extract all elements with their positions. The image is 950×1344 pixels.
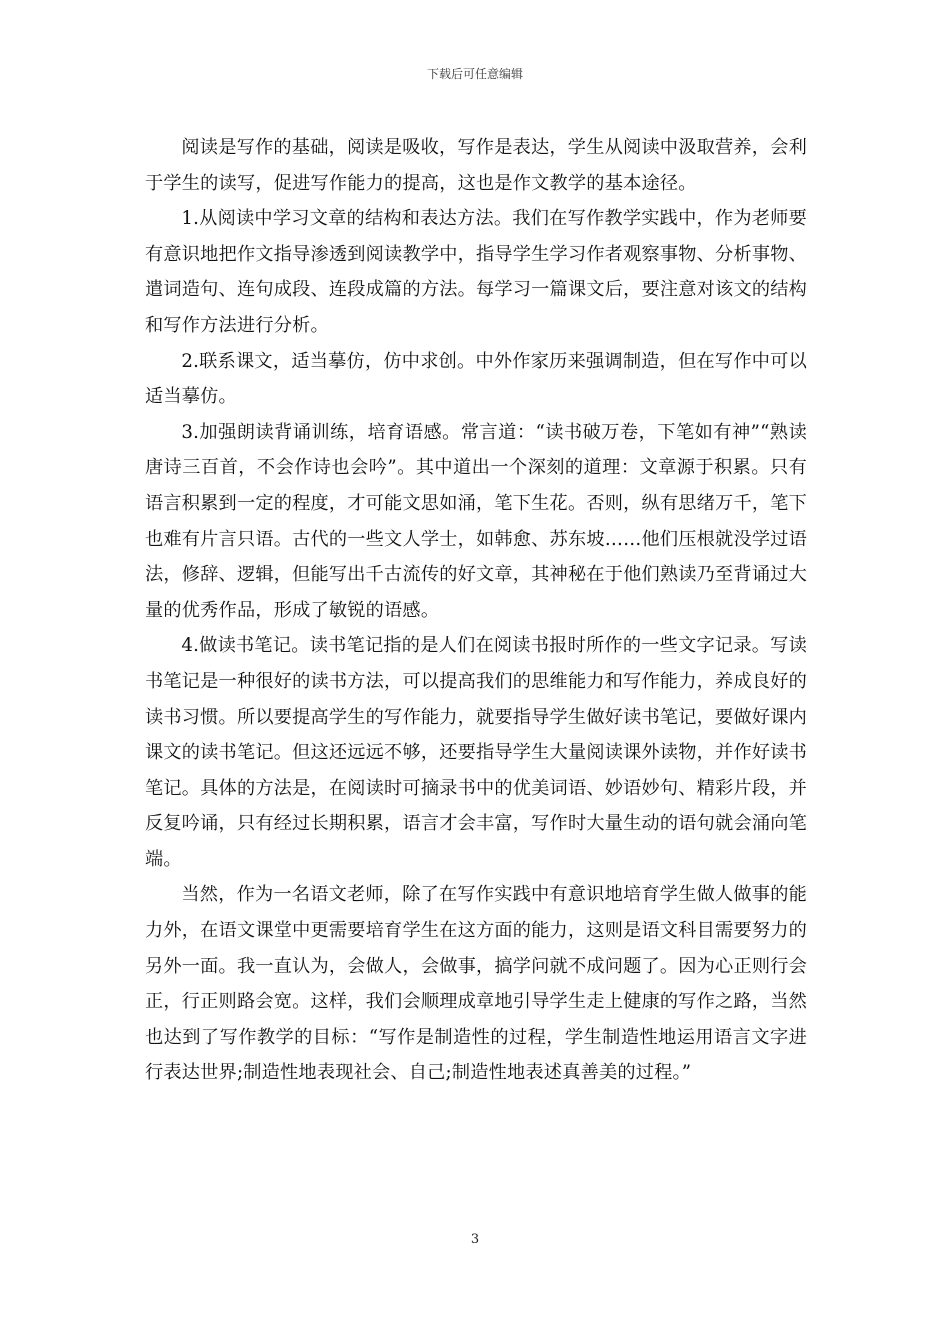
paragraph-point-2: 2.联系课文，适当摹仿，仿中求创。中外作家历来强调制造，但在写作中可以适当摹仿。	[145, 350, 807, 408]
page-header: 下载后可任意编辑	[426, 67, 523, 81]
page-number: 3	[470, 1232, 480, 1247]
paragraph-point-3: 3.加强朗读背诵训练，培育语感。常言道：“读书破万卷，下笔如有神”“熟读唐诗三百首，不会作诗也会吟”。其中道出一个深刻的道理：文章源于积累。只有语言积累到一定的程度，才可能文思如涌，笔下生花。否则，纵有思绪万千，笔下也难有片言只语。古代的一些文人学士，如韩愈、苏东坡……他们压根就没学过语法，修辞、逻辑，但能写出千古流传的好文章，其神秘在于他们熟读乃至背诵过大量的优秀作品，形成了敏锐的语感。	[145, 421, 807, 621]
paragraph-conclusion: 当然，作为一名语文老师，除了在写作实践中有意识地培育学生做人做事的能力外，在语文课堂中更需要培育学生在这方面的能力，这则是语文科目需要努力的另外一面。我一直认为，会做人，会做事，搞学问就不成问题了。因为心正则行会正，行正则路会宽。这样，我们会顺理成章地引导学生走上健康的写作之路，当然也达到了写作教学的目标：“写作是制造性的过程，学生制造性地运用语言文字进行表达世界;制造性地表现社会、自己;制造性地表述真善美的过程。”	[145, 884, 807, 1084]
paragraph-point-1: 1.从阅读中学习文章的结构和表达方法。我们在写作教学实践中，作为老师要有意识地把作文指导渗透到阅读教学中，指导学生学习作者观察事物、分析事物、遣词造句、连句成段、连段成篇的方法。每学习一篇课文后，要注意对该文的结构和写作方法进行分析。	[145, 208, 807, 336]
document-body	[145, 130, 807, 1091]
paragraph-point-4: 4.做读书笔记。读书笔记指的是人们在阅读书报时所作的一些文字记录。写读书笔记是一种很好的读书方法，可以提高我们的思维能力和写作能力，养成良好的读书习惯。所以要提高学生的写作能力，就要指导学生做好读书笔记，要做好课内课文的读书笔记。但这还远远不够，还要指导学生大量阅读课外读物，并作好读书笔记。具体的方法是，在阅读时可摘录书中的优美词语、妙语妙句、精彩片段，并反复吟诵，只有经过长期积累，语言才会丰富，写作时大量生动的语句就会涌向笔端。	[145, 635, 807, 870]
paragraph-intro: 阅读是写作的基础，阅读是吸收，写作是表达，学生从阅读中汲取营养，会利于学生的读写，促进写作能力的提高，这也是作文教学的基本途径。	[145, 137, 807, 194]
